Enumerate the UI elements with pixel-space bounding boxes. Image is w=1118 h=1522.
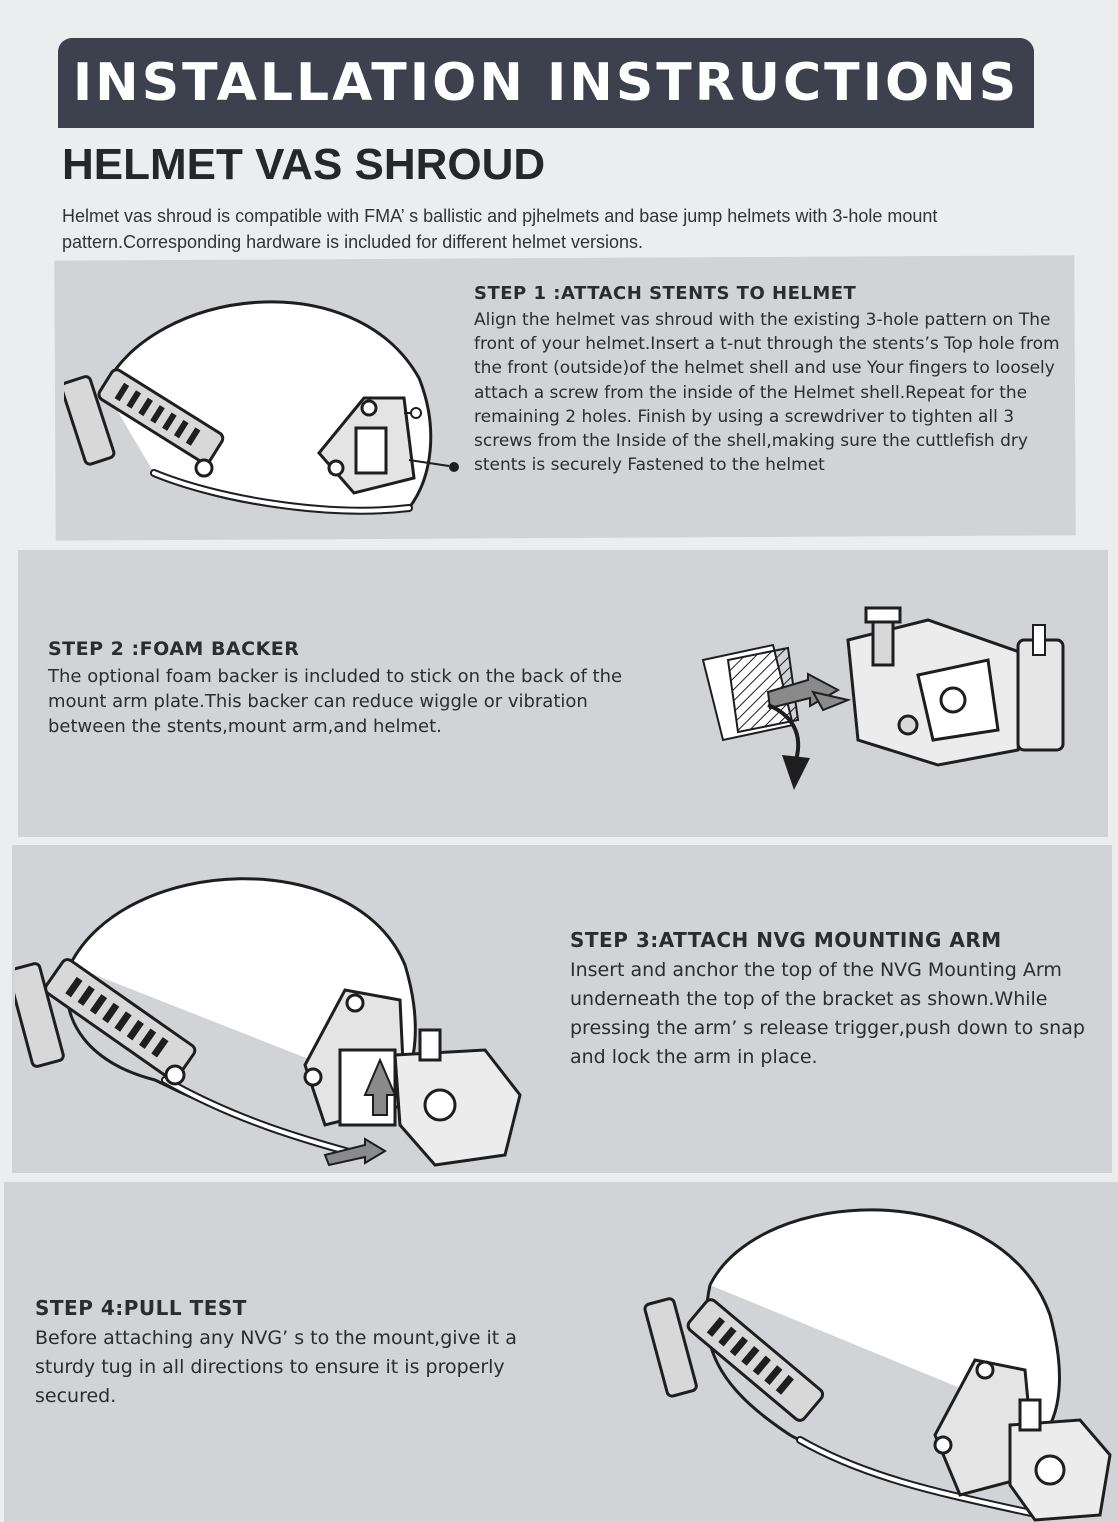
intro-text: Helmet vas shroud is compatible with FMA’ s ballistic and pjhelmets and base jump helmets with 3-hole mount pattern.Corresponding hardware is included for different helmet versions. — [62, 206, 938, 252]
step-4-body: Before attaching any NVG’ s to the mount,give it a sturdy tug in all directions to ensure it is properly secured. — [35, 1327, 517, 1407]
step-2 — [48, 638, 628, 739]
product-title: HELMET VAS SHROUD — [62, 140, 546, 189]
helmet-pull-test-icon — [640, 1195, 1118, 1522]
step-1-helmet-illustration — [64, 268, 464, 528]
step-3-helmet-illustration — [15, 855, 535, 1175]
step-1 — [474, 283, 1064, 477]
foam-backer-icon — [698, 600, 1098, 800]
step-1-body: Align the helmet vas shroud with the existing 3-hole pattern on The front of your helmet.Insert a t-nut through the stents’s Top hole from the front (outside)of the helmet shell and use Your fingers to loosely attach a screw from the inside of the Helmet shell.Repeat for the remaining 2 holes. Finish by using a screwdriver to tighten all 3 screws from the Inside of the shell,making sure the cuttlefish dry stents is securely Fastened to the helmet — [474, 310, 1060, 476]
step-4-helmet-illustration — [640, 1195, 1118, 1522]
step-2-foam-backer-illustration — [698, 600, 1098, 800]
step-2-body: The optional foam backer is included to stick on the back of the mount arm plate.This backer can reduce wiggle or vibration between the stents,mount arm,and helmet. — [48, 666, 623, 737]
helmet-stents-icon — [64, 268, 464, 528]
step-3-body: Insert and anchor the top of the NVG Mounting Arm underneath the top of the bracket as shown.While pressing the arm’ s release trigger,push down to snap and lock the arm in place. — [570, 959, 1085, 1068]
step-4-title: STEP 4:PULL TEST — [35, 1296, 247, 1320]
step-4 — [35, 1296, 555, 1411]
step-1-title: STEP 1 :ATTACH STENTS TO HELMET — [474, 283, 857, 304]
helmet-nvg-arm-icon — [15, 855, 535, 1175]
step-3 — [570, 928, 1115, 1072]
header-banner — [58, 38, 1034, 128]
step-3-title: STEP 3:ATTACH NVG MOUNTING ARM — [570, 928, 1002, 952]
banner-title: INSTALLATION INSTRUCTIONS — [72, 53, 1020, 113]
step-2-title: STEP 2 :FOAM BACKER — [48, 638, 300, 660]
